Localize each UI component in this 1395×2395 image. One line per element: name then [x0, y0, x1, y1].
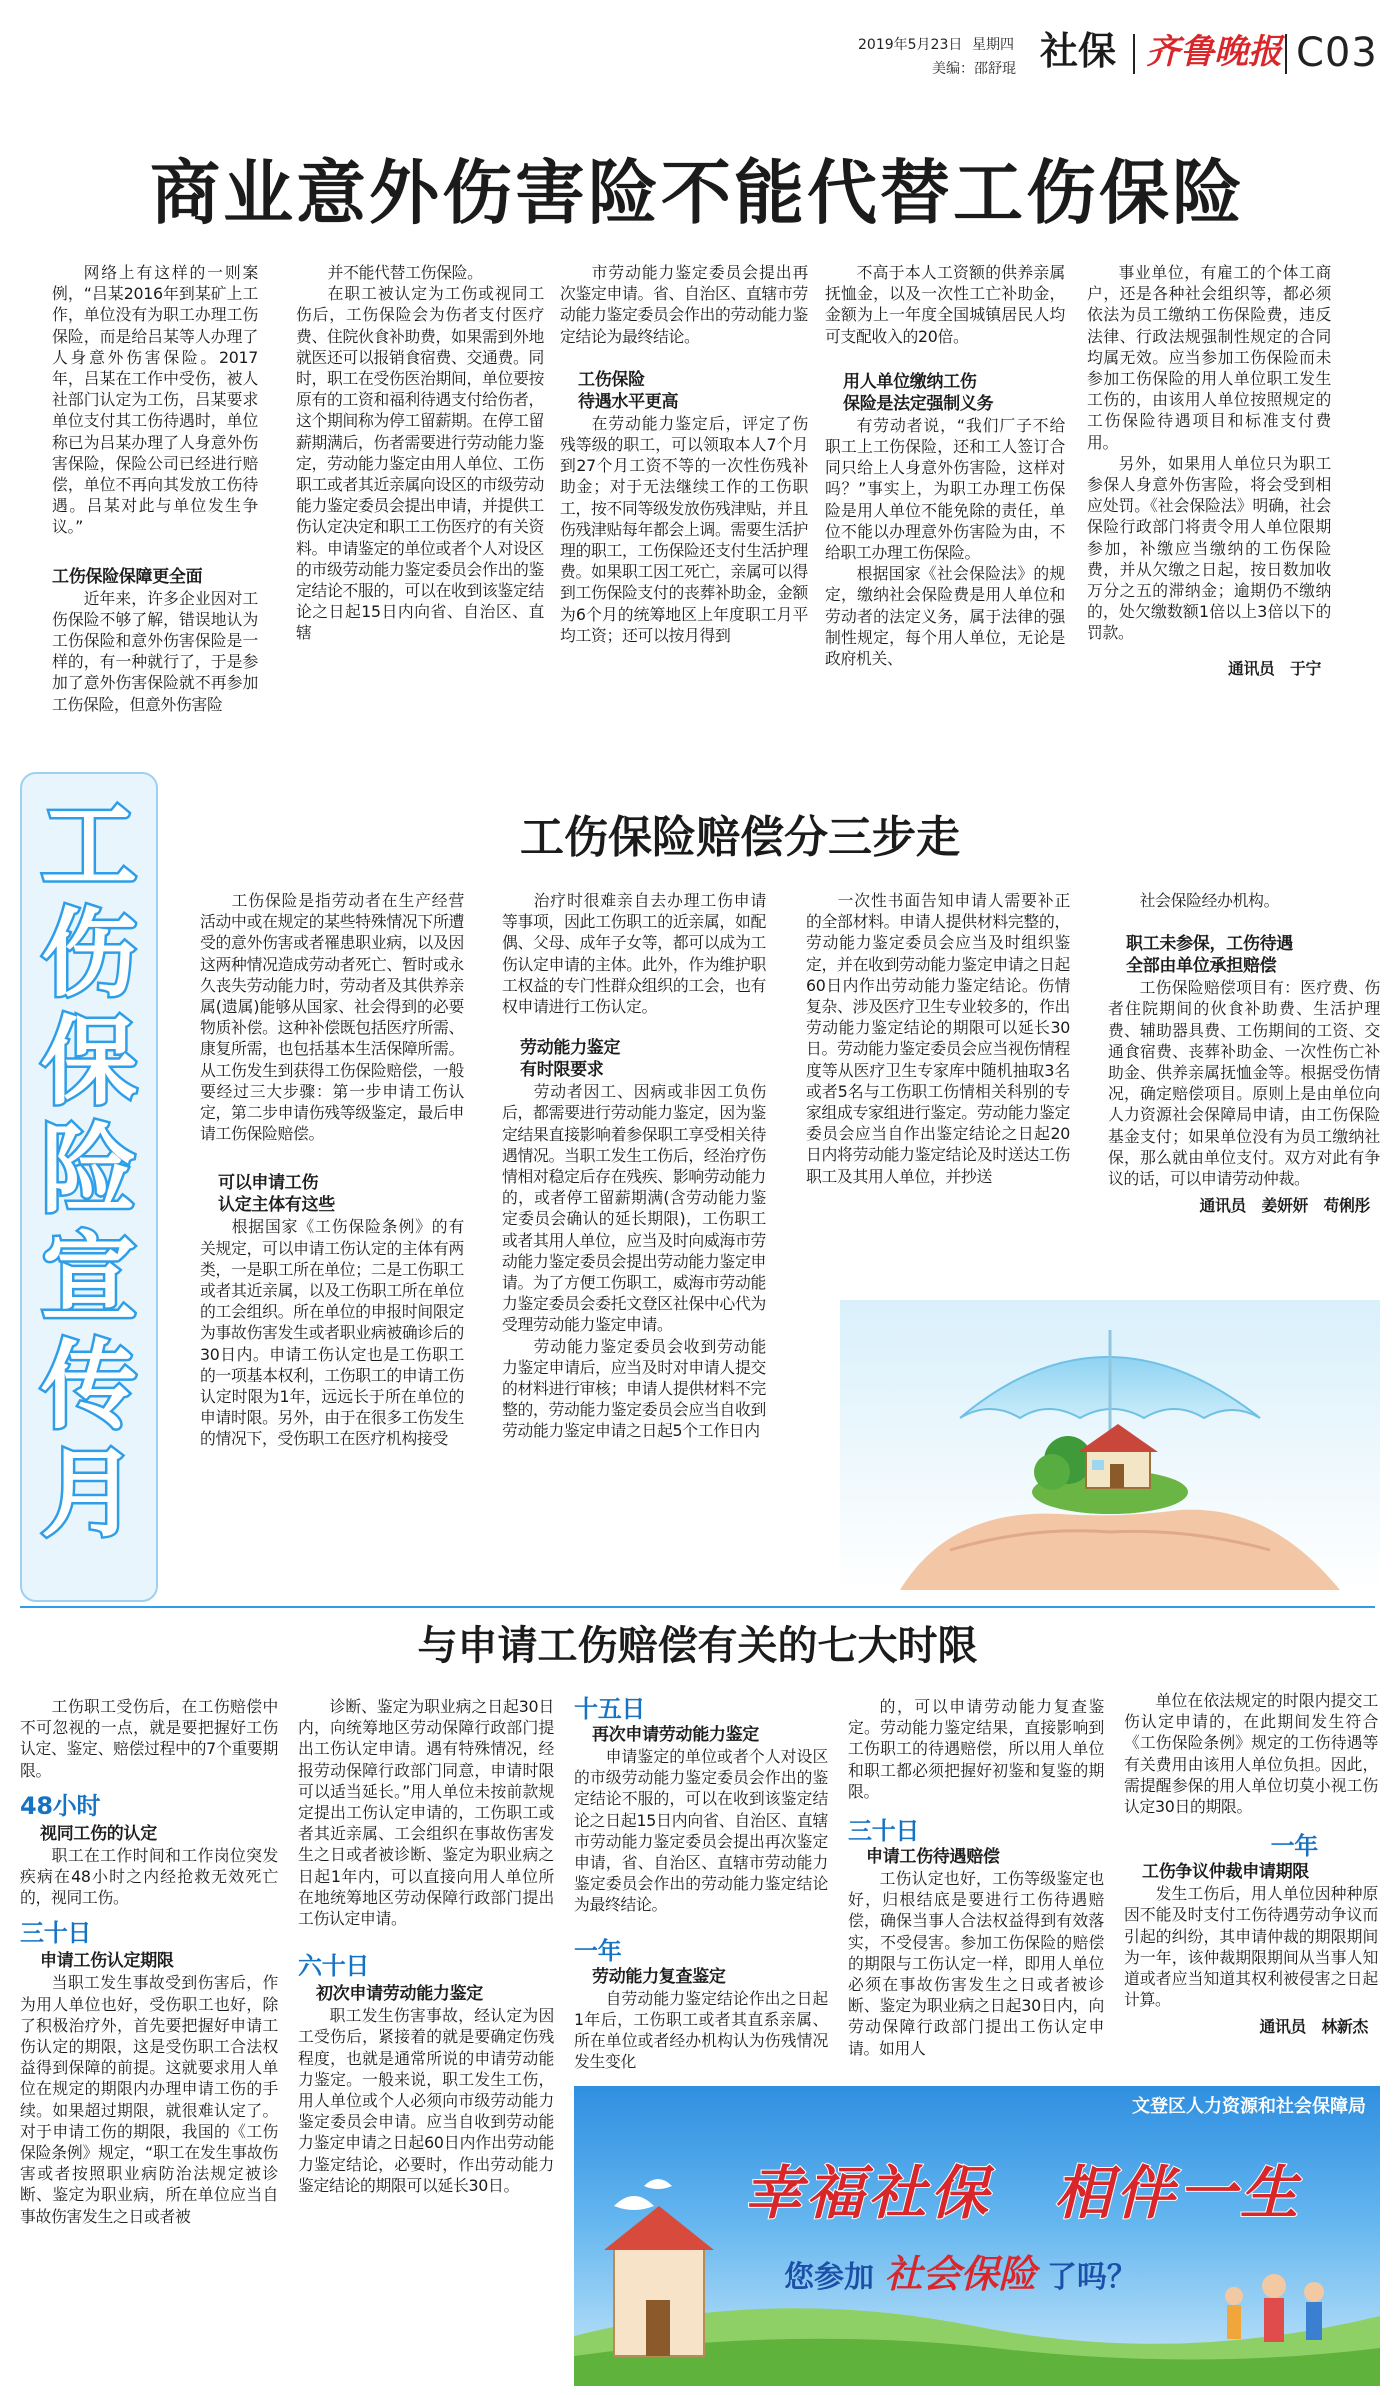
paragraph: 另外，如果用人单位只为职工参保人身意外伤害险，将会受到相应处罚。《社会保险法》明确，社会保险行政部门将责令用人单位限期参加，补缴应当缴纳的工伤保险费，并从欠缴之日起，按日数加收万分之五的滞纳金；逾期仍不缴纳的，处欠缴数额1倍以上3倍以下的罚款。 — [1087, 453, 1331, 643]
issue-date: 2019年5月23日 — [858, 37, 963, 53]
deadline-label: 六十日 — [298, 1952, 370, 1981]
article3-column-5 — [1124, 1690, 1378, 2082]
deadline-label: 一年 — [574, 1936, 622, 1965]
paragraph: 在职工被认定为工伤或视同工伤后，工伤保险会为伤者支付医疗费、住院伙食补助费，如果需到外地就医还可以报销食宿费、交通费。同时，职工在受伤医治期间，单位要按原有的工资和福利待遇支付给伤者，这个期间称为停工留薪期。在停工留薪期满后，伤者需要进行劳动能力鉴定，劳动能力鉴定由用人单位、工伤职工或者其近亲属向设区的市级劳动能力鉴定委员会提出申请，并提供工伤认定决定和职工工伤医疗的有关资料。申请鉴定的单位或者个人对设区的市级劳动能力鉴定委员会作出的鉴定结论不服的，可以在收到该鉴定结论之日起15日内向省、自治区、直辖 — [296, 284, 544, 643]
masthead-divider — [1285, 34, 1287, 74]
deadline-label: 三十日 — [20, 1919, 92, 1948]
banner-character: 险 — [41, 1114, 137, 1226]
article1-column-3 — [560, 262, 808, 762]
article1-column-4 — [825, 262, 1065, 762]
article2-column-2 — [502, 890, 766, 1590]
subheading: 可以申请工伤 认定主体有这些 — [218, 1173, 335, 1216]
paragraph: 工伤认定也好，工伤等级鉴定也好，归根结底是要进行工伤待遇赔偿，确保当事人合法权益得到有效落实，不受侵害。参加工伤保险的赔偿的期限与工伤认定一样，即用人单位必须在事故伤害发生之日或者被诊断、鉴定为职业病之日起30日内，向劳动保障行政部门提出工伤认定申请。如用人 — [848, 1869, 1104, 2058]
paragraph: 职工发生伤害事故，经认定为因工受伤后，紧接着的就是要确定伤残程度，也就是通常所说的申请劳动能力鉴定。一般来说，职工发生工伤，用人单位或个人必须向市级劳动能力鉴定委员会申请。应当自收到劳动能力鉴定申请之日起60日内作出劳动能力鉴定结论，必要时，作出劳动能力鉴定结论的期限可以延长30日。 — [298, 2006, 554, 2195]
paragraph: 治疗时很难亲自去办理工伤申请等事项，因此工伤职工的近亲属，如配偶、父母、成年子女等，都可以成为工伤认定申请的主体。此外，作为维护职工权益的专门性群众组织的工会，也有权申请进行工伤认定。 — [502, 891, 766, 1017]
article2-column-1 — [200, 890, 464, 1590]
article1-column-1 — [52, 262, 258, 762]
section-divider — [20, 1606, 1375, 1608]
article3-column-1 — [20, 1696, 278, 2386]
paragraph: 当职工发生事故受到伤害后，作为用人单位也好，受伤职工也好，除了积极治疗外，首先要把握好申请工伤认定的期限，这是受伤职工合法权益得到保障的前提。这就要求用人单位在规定的期限内办理申请工伤的手续。如果超过期限，就很难认定了。对于申请工伤的期限，我国的《工伤保险条例》规定，“职工在发生事故伤害或者按照职业病防治法规定被诊断、鉴定为职业病，所在单位应当自事故伤害发生之日或者被 — [20, 1973, 278, 2226]
issue-weekday: 星期四 — [972, 37, 1014, 53]
paragraph: 网络上有这样的一则案例，“吕某2016年到某矿上工作，单位没有为职工办理工伤保险，而是给吕某等人办理了人身意外伤害保险。2017年，吕某在工作中受伤，被人社部门认定为工伤，吕某要求单位支付其工伤待遇时，单位称已为吕某办理了人身意外伤害保险，保险公司已经进行赔偿，单位不再向其发放工伤待遇。吕某对此与单位发生争议。” — [52, 263, 258, 537]
paragraph: 不高于本人工资额的供养亲属抚恤金，以及一次性工亡补助金，金额为上一年度全国城镇居民人均可支配收入的20倍。 — [825, 263, 1065, 346]
byline: 通讯员 于宁 — [1228, 658, 1321, 678]
banner-character: 伤 — [41, 898, 137, 1010]
paragraph: 一次性书面告知申请人需要补正的全部材料。申请人提供材料完整的，劳动能力鉴定委员会应当及时组织鉴定，并在收到劳动能力鉴定申请之日起60日内作出劳动能力鉴定结论。伤情复杂、涉及医疗卫生专业较多的，作出劳动能力鉴定结论的期限可以延长30日。劳动能力鉴定委员会应当视伤情程度等从医疗卫生专家库中随机抽取3名或者5名与工伤职工伤情相关科别的专家组成专家组进行鉴定。劳动能力鉴定委员会应当自作出鉴定结论之日起20日内将劳动能力鉴定结论及时送达工伤职工及其用人单位，并抄送 — [806, 891, 1070, 1186]
campaign-banner — [20, 772, 158, 1602]
paragraph: 事业单位，有雇工的个体工商户，还是各种社会组织等，都必须依法为员工缴纳工伤保险费，违反法律、行政法规强制性规定的合同均属无效。应当参加工伤保险而未参加工伤保险的用人单位职工发生工伤的，由该用人单位按照规定的工伤保险待遇项目和标准支付费用。 — [1087, 263, 1331, 452]
article1-column-2 — [296, 262, 544, 762]
paragraph: 劳动者因工、因病或非因工负伤后，都需要进行劳动能力鉴定，因为鉴定结果直接影响着参保职工享受相关待遇情况。当职工发生工伤后，经治疗伤情相对稳定后存在残疾、影响劳动能力的，或者停工留薪期满(含劳动能力鉴定委员会确认的延长期限)，工伤职工或者其用人单位，应当及时向威海市劳动能力鉴定委员会提出劳动能力鉴定申请。为了方便工伤职工，威海市劳动能力鉴定委员会委托文登区社保中心代为受理劳动能力鉴定申请。 — [502, 1082, 766, 1335]
ad-tagline-part: 您参加 — [784, 2260, 874, 2295]
masthead — [0, 0, 1395, 90]
subheading: 工伤争议仲裁申请期限 — [1142, 1862, 1309, 1883]
paragraph: 职工在工作时间和工作岗位突发疾病在48小时之内经抢救无效死亡的，视同工伤。 — [20, 1845, 278, 1908]
paragraph: 工伤职工受伤后，在工伤赔偿中不可忽视的一点，就是要把握好工伤认定、鉴定、赔偿过程中的7个重要期限。 — [20, 1697, 278, 1780]
byline: 通讯员 姜妍妍 苟俐彤 — [1199, 1196, 1370, 1216]
ad-tagline-part: 了吗？ — [1046, 2260, 1137, 2295]
deadline-label: 十五日 — [574, 1695, 646, 1723]
subheading: 申请工伤待遇赔偿 — [866, 1847, 1000, 1868]
ad-scenery-icon — [574, 2086, 1380, 2386]
ad-tagline — [784, 2251, 1137, 2298]
paragraph: 并不能代替工伤保险。 — [327, 263, 483, 282]
article1-column-5 — [1087, 262, 1331, 762]
paragraph: 有劳动者说，“我们厂子不给职工上工伤保险，还和工人签订合同只给上人身意外伤害险，这样对吗？”事实上，为职工办理工伤保险是用人单位不能免除的责任，单位不能以办理意外伤害险为由，不给职工办理工伤保险。 — [825, 415, 1065, 563]
subheading: 劳动能力复查鉴定 — [592, 1966, 726, 1987]
subheading: 劳动能力鉴定 有时限要求 — [520, 1038, 621, 1081]
page-number: C03 — [1296, 30, 1378, 76]
byline: 通讯员 林新杰 — [1259, 2017, 1368, 2037]
article3-title: 与申请工伤赔偿有关的七大时限 — [417, 1623, 978, 1669]
subheading: 用人单位缴纳工伤 保险是法定强制义务 — [843, 371, 994, 414]
subheading: 工伤保险 待遇水平更高 — [578, 369, 679, 412]
banner-character: 保 — [41, 1006, 137, 1118]
advertisement-banner — [574, 2086, 1380, 2386]
umbrella-house-illustration — [840, 1300, 1380, 1590]
paragraph: 诊断、鉴定为职业病之日起30日内，向统筹地区劳动保障行政部门提出工伤认定申请。遇有特殊情况，经报劳动保障行政部门同意，申请时限可以适当延长。”用人单位未按前款规定提出工伤认定申请的，工伤职工或者其近亲属、工会组织在事故伤害发生之日或者被诊断、鉴定为职业病之日起1年内，可以直接向用人单位所在地统筹地区劳动保障行政部门提出工伤认定申请。 — [298, 1697, 554, 1929]
ad-slogan: 幸福社保 相伴一生 — [744, 2159, 1303, 2227]
article3-column-4 — [848, 1696, 1104, 2080]
masthead-divider — [1133, 34, 1135, 74]
headline: 商业意外伤害险不能代替工伤保险 — [150, 152, 1245, 234]
subheading: 再次申请劳动能力鉴定 — [592, 1725, 759, 1745]
paragraph: 发生工伤后，用人单位因种种原因不能及时支付工伤待遇劳动争议而引起的纠纷，其申请仲裁的期限期间为一年，该仲裁期限期间从当事人知道或者应当知道其权利被侵害之日起计算。 — [1124, 1884, 1378, 2010]
paragraph: 工伤保险赔偿项目有：医疗费、伤者住院期间的伙食补助费、生活护理费、辅助器具费、工伤期间的工资、交通食宿费、丧葬补助金、一次性伤亡补助金、供养亲属抚恤金等。根据受伤情况，确定赔偿项目。原则上是由单位向人力资源社会保障局申请，由工伤保险基金支付；如果单位没有为员工缴纳社保，那么就由单位支付。双方对此有争议的话，可以申请劳动仲裁。 — [1108, 978, 1380, 1189]
deadline-label: 一年 — [1270, 1832, 1318, 1861]
paragraph: 在劳动能力鉴定后，评定了伤残等级的职工，可以领取本人7个月到27个月工资不等的一次性伤残补助金；对于无法继续工作的工伤职工，按不同等级发放伤残津贴，并且伤残津贴每年都会上调。需要生活护理的职工，工伤保险还支付生活护理费。如果职工因工死亡，亲属可以得到工伤保险支付的丧葬补助金，金额为6个月的统筹地区上年度职工月平均工资；还可以按月得到 — [560, 413, 808, 645]
paragraph: 市劳动能力鉴定委员会提出再次鉴定申请。省、自治区、直辖市劳动能力鉴定委员会作出的劳动能力鉴定结论为最终结论。 — [560, 263, 808, 346]
deadline-label: 48小时 — [20, 1791, 101, 1820]
subheading: 工伤保险保障更全面 — [52, 566, 203, 587]
paragraph: 的，可以申请劳动能力复查鉴定。劳动能力鉴定结果，直接影响到工伤职工的待遇赔偿，所以用人单位和职工都必须把握好初鉴和复鉴的期限。 — [848, 1697, 1104, 1801]
page-editor: 美编：邵舒琨 — [932, 61, 1016, 77]
article2-column-4 — [1108, 890, 1380, 1330]
banner-character: 传 — [41, 1330, 137, 1442]
article2-column-3 — [806, 890, 1070, 1330]
article2-title: 工伤保险赔偿分三步走 — [520, 812, 960, 863]
subheading: 初次申请劳动能力鉴定 — [316, 1984, 483, 2005]
paragraph: 近年来，许多企业因对工伤保险不够了解，错误地认为工伤保险和意外伤害保险是一样的，有一种就行了，于是参加了意外伤害保险就不再参加工伤保险，但意外伤害险 — [52, 588, 258, 714]
paragraph: 劳动能力鉴定委员会收到劳动能力鉴定申请后，应当及时对申请人提交的材料进行审核；申请人提供材料不完整的，劳动能力鉴定委员会应当自收到劳动能力鉴定申请之日起5个工作日内 — [502, 1336, 766, 1441]
ad-tagline-part: 社会保险 — [884, 2251, 1037, 2296]
article3-column-3 — [574, 1690, 828, 2080]
subheading: 视同工伤的认定 — [40, 1823, 157, 1844]
banner-character: 宣 — [41, 1222, 137, 1334]
newspaper-logo: 齐鲁晚报 — [1146, 32, 1282, 72]
ad-org-name: 文登区人力资源和社会保障局 — [1132, 2096, 1366, 2117]
paragraph: 工伤保险是指劳动者在生产经营活动中或在规定的某些特殊情况下所遭受的意外伤害或者罹患职业病，以及因这两种情况造成劳动者死亡、暂时或永久丧失劳动能力时，劳动者及其供养亲属(遗属)能够从国家、社会得到的必要物质补偿。这种补偿既包括医疗所需、康复所需，也包括基本生活保障所需。从工伤发生到获得工伤保险赔偿，一般要经过三大步骤：第一步申请工伤认定，第二步申请伤残等级鉴定，最后申请工伤保险赔偿。 — [200, 891, 464, 1144]
paragraph: 申请鉴定的单位或者个人对设区的市级劳动能力鉴定委员会作出的鉴定结论不服的，可以在收到该鉴定结论之日起15日内向省、自治区、直辖市劳动能力鉴定委员会提出再次鉴定申请，省、自治区、直辖市劳动能力鉴定委员会作出的劳动能力鉴定结论为最终结论。 — [574, 1747, 828, 1915]
paragraph: 自劳动能力鉴定结论作出之日起1年后，工伤职工或者其直系亲属、所在单位或者经办机构认为伤残情况发生变化 — [574, 1988, 828, 2072]
subheading: 申请工伤认定期限 — [40, 1951, 174, 1972]
paragraph: 根据国家《工伤保险条例》的有关规定，可以申请工伤认定的主体有两类，一是职工所在单位；二是工伤职工或者其近亲属，以及工伤职工所在单位的工会组织。所在单位的申报时间限定为事故伤害发生或者职业病被确诊后的30日内。申请工伤认定也是工伤职工的一项基本权利，工伤职工的申请工伤认定时限为1年，远远长于所在单位的申请时限。另外，由于在很多工伤发生的情况下，受伤职工在医疗机构接受 — [200, 1217, 464, 1449]
paragraph: 根据国家《社会保险法》的规定，缴纳社会保险费是用人单位和劳动者的法定义务，属于法律的强制性规定，每个用人单位，无论是政府机关、 — [825, 564, 1065, 669]
paragraph: 单位在依法规定的时限内提交工伤认定申请的，在此期间发生符合《工伤保险条例》规定的工伤待遇等有关费用由该用人单位负担。因此，需提醒参保的用人单位切莫小视工伤认定30日的期限。 — [1124, 1691, 1378, 1817]
section-name: 社保 — [1040, 29, 1117, 73]
banner-character: 月 — [41, 1438, 137, 1550]
paragraph: 社会保险经办机构。 — [1139, 891, 1280, 910]
umbrella-hands-icon — [840, 1300, 1380, 1590]
article3-column-2 — [298, 1696, 554, 2386]
banner-character: 工 — [41, 790, 137, 902]
deadline-label: 三十日 — [848, 1817, 920, 1846]
subheading: 职工未参保，工伤待遇 全部由单位承担赔偿 — [1126, 934, 1293, 977]
